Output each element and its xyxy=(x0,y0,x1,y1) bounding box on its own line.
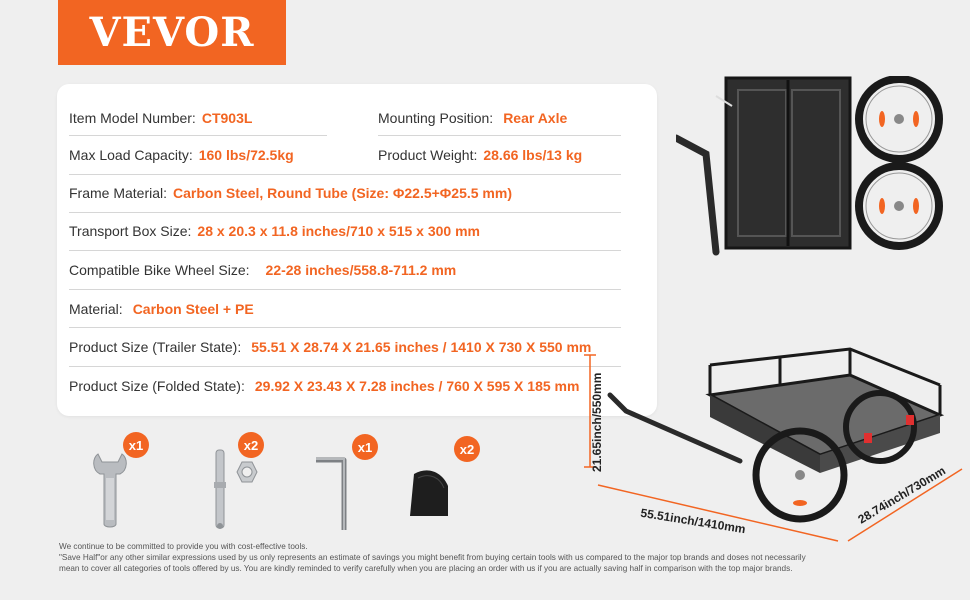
spec-item-model xyxy=(69,110,252,126)
spec-label: Item Model Number: xyxy=(69,110,196,126)
folded-trailer-image xyxy=(676,76,966,260)
height-dimension-label: 21.65inch/550mm xyxy=(590,372,604,472)
spec-card xyxy=(57,84,657,416)
divider xyxy=(69,135,327,136)
divider xyxy=(69,327,621,328)
spec-value: 22-28 inches/558.8-711.2 mm xyxy=(265,262,457,278)
spec-label: Transport Box Size: xyxy=(69,223,192,239)
hex-key-icon xyxy=(314,456,354,534)
wrench-icon xyxy=(90,450,130,530)
width-dimension-label: 28.74inch/730mm xyxy=(855,463,948,527)
spec-value: 29.92 X 23.43 X 7.28 inches / 760 X 595 X 185 mm xyxy=(254,378,580,394)
divider xyxy=(378,135,621,136)
spec-value: CT903L xyxy=(201,110,253,126)
disclaimer-line: mean to cover all categories of tools offered by us. You are kindly reminded to verify carefully when you are placing an order with us if you are actually saving half in comparison with the top major brands. xyxy=(59,564,793,573)
axle-pin-icon xyxy=(206,446,258,532)
qty-badge: x2 xyxy=(238,432,264,458)
spec-product-weight xyxy=(378,147,582,163)
spec-value: 55.51 X 28.74 X 21.65 inches / 1410 X 730 X 550 mm xyxy=(251,339,592,355)
spec-value: Rear Axle xyxy=(503,110,568,126)
wheel-icon xyxy=(859,166,939,246)
spec-label: Product Size (Trailer State): xyxy=(69,339,242,355)
spec-label: Max Load Capacity: xyxy=(69,147,193,163)
divider xyxy=(69,250,621,251)
spec-value: 28 x 20.3 x 11.8 inches/710 x 515 x 300 mm xyxy=(197,223,480,239)
spec-value: Carbon Steel + PE xyxy=(132,301,254,317)
assembled-trailer-image xyxy=(580,345,968,545)
spec-label: Mounting Position: xyxy=(378,110,494,126)
spec-frame-material xyxy=(69,185,512,201)
spec-label: Product Size (Folded State): xyxy=(69,378,245,394)
qty-badge: x2 xyxy=(454,436,480,462)
wrench-tool xyxy=(90,450,130,535)
divider xyxy=(69,212,621,213)
spec-value: 160 lbs/72.5kg xyxy=(198,147,294,163)
spec-max-load xyxy=(69,147,294,163)
spec-label: Compatible Bike Wheel Size: xyxy=(69,262,250,278)
qty-badge: x1 xyxy=(352,434,378,460)
spec-wheel-size xyxy=(69,262,456,278)
spec-material xyxy=(69,301,254,317)
qty-badge: x1 xyxy=(123,432,149,458)
spec-label: Material: xyxy=(69,301,123,317)
spec-value: Carbon Steel, Round Tube (Size: Φ22.5+Φ25.5 mm) xyxy=(173,185,512,201)
divider xyxy=(69,366,621,367)
wheel-guard-icon xyxy=(408,466,450,518)
spec-mounting-position xyxy=(378,110,567,126)
spec-value: 28.66 lbs/13 kg xyxy=(483,147,583,163)
axle-pin-tool xyxy=(206,446,258,537)
spec-label: Product Weight: xyxy=(378,147,478,163)
spec-size-folded xyxy=(69,378,579,394)
hex-key-tool xyxy=(314,456,354,539)
wheel-icon xyxy=(859,79,939,159)
divider xyxy=(69,174,621,175)
divider xyxy=(69,289,621,290)
spec-transport-box xyxy=(69,223,480,239)
brand-logo-text: VEVOR xyxy=(89,9,255,56)
length-dimension-label: 55.51inch/1410mm xyxy=(639,505,747,537)
spec-label: Frame Material: xyxy=(69,185,168,201)
spec-size-trailer xyxy=(69,339,591,355)
disclaimer xyxy=(59,541,949,574)
disclaimer-line: We continue to be committed to provide you with cost-effective tools. xyxy=(59,542,308,551)
wheel-guard-tool xyxy=(408,466,450,523)
disclaimer-line: "Save Half"or any other similar expressions used by us only represents an estimate of savings you might benefit from buying certain tools with us compared to the major top brands and doses not necessarily xyxy=(59,553,806,562)
brand-logo xyxy=(58,0,286,65)
